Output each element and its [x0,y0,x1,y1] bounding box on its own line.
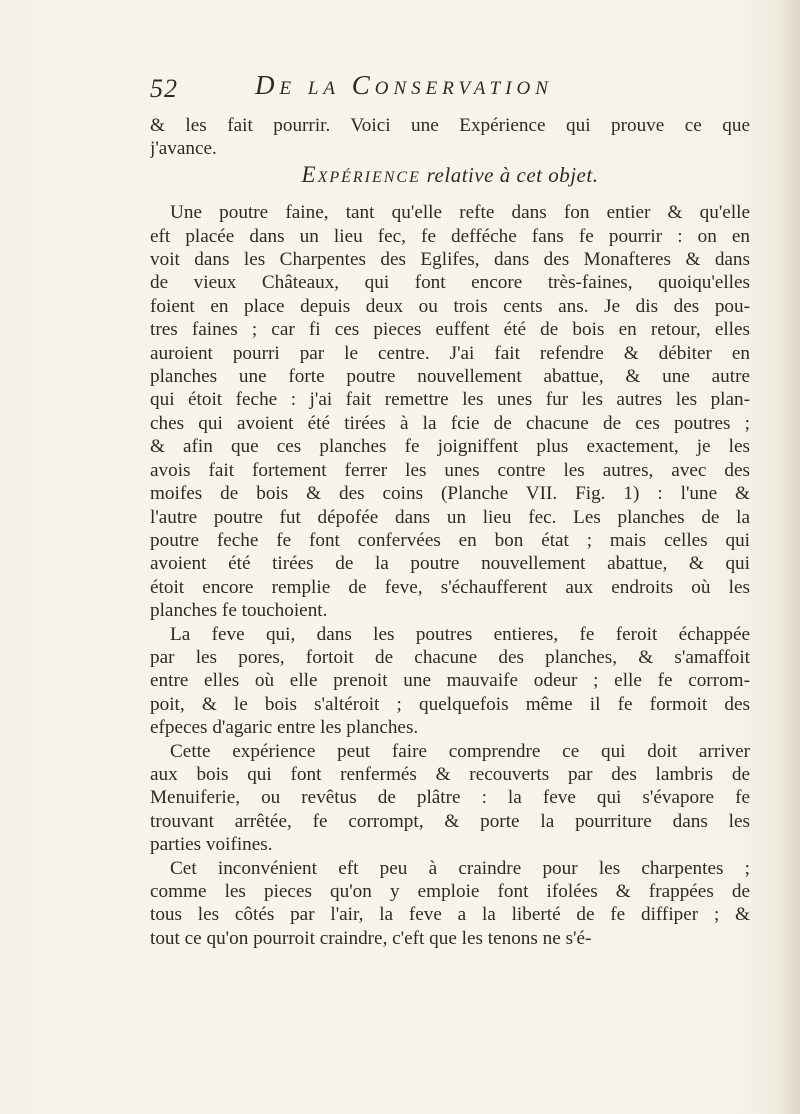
section-heading-rest: relative à cet objet. [420,162,599,187]
text-line: planches fe touchoient. [150,600,328,622]
text-line: moifes de bois & des coins (Planche VII. Fig. 1) : l'une & [150,483,750,505]
text-line: Cet inconvénient eft peu à craindre pour les charpentes ; [170,857,750,879]
text-line: par les pores, fortoit de chacune des planches, & s'amaffoit [150,646,750,668]
section-heading [150,163,750,187]
page-number: 52 [150,74,178,103]
page-gutter-shadow [778,0,800,1114]
paragraphs [150,201,750,950]
body-text [150,114,750,950]
text-line: & afin que ces planches fe joigniffent plus exactement, je les [150,436,750,458]
running-head-title: De la Conservation [255,70,553,100]
text-line: de vieux Châteaux, qui font encore très-faines, quoiqu'elles [150,272,750,294]
text-line: entre elles où elle prenoit une mauvaife odeur ; elle fe corrom- [150,670,750,692]
text-line: comme les pieces qu'on y emploie font ifolées & frappées de [150,881,750,902]
text-line: tout ce qu'on pourroit craindre, c'eft que les tenons ne s'é- [150,927,592,949]
section-heading-lead: Expérience [301,161,421,187]
text-line: l'autre poutre fut dépofée dans un lieu fec. Les planches de la [150,506,750,528]
paragraph [150,201,750,622]
text-line: trouvant arrêtée, fe corrompt, & porte la pourriture dans les [150,810,750,832]
text-line: planches une forte poutre nouvellement abattue, & une autre [150,366,750,388]
text-line: parties voifines. [150,834,273,856]
text-line: poit, & le bois s'altéroit ; quelquefois même il fe formoit des [150,693,750,715]
text-line: aux bois qui font renfermés & recouverts par des lambris de [150,763,750,785]
paragraph [150,623,750,740]
text-line: poutre feche fe font confervées en bon état ; mais celles qui [150,529,750,551]
text-line: j'avance. [150,138,217,160]
paragraph [150,857,750,951]
text-line: & les fait pourrir. Voici une Expérience qui prouve ce que [150,115,750,136]
text-line: tous les côtés par l'air, la feve a la liberté de fe diffiper ; & [150,904,750,926]
text-line: eft placée dans un lieu fec, fe defféche fans fe pourrir : on en [150,225,750,247]
text-line: voit dans les Charpentes des Eglifes, dans des Monafteres & dans [150,249,750,271]
text-line: auroient pourri par le centre. J'ai fait refendre & débiter en [150,342,750,364]
paragraph [150,740,750,857]
text-line: tres faines ; car fi ces pieces euffent été de bois en retour, elles [150,319,750,341]
text-line: Cette expérience peut faire comprendre ce qui doit arriver [170,740,750,762]
text-line: Menuiferie, ou revêtus de plâtre : la feve qui s'évapore fe [150,787,750,809]
intro-paragraph [150,114,750,161]
text-line: Une poutre faine, tant qu'elle refte dans fon entier & qu'elle [170,202,750,224]
text-line: La feve qui, dans les poutres entieres, fe feroit échappée [170,623,750,645]
text-line: qui étoit feche : j'ai fait remettre les unes fur les autres les plan- [150,389,750,411]
text-line: ches qui avoient été tirées à la fcie de chacune de ces poutres ; [150,412,750,434]
text-line: foient en place depuis deux ou trois cents ans. Je dis des pou- [150,295,750,317]
text-line: étoit encore remplie de feve, s'échaufferent aux endroits où les [150,576,750,598]
text-line: avois fait fortement ferrer les unes contre les autres, avec des [150,459,750,481]
text-line: efpeces d'agaric entre les planches. [150,717,419,739]
text-line: avoient été tirées de la poutre nouvellement abattue, & qui [150,553,750,575]
